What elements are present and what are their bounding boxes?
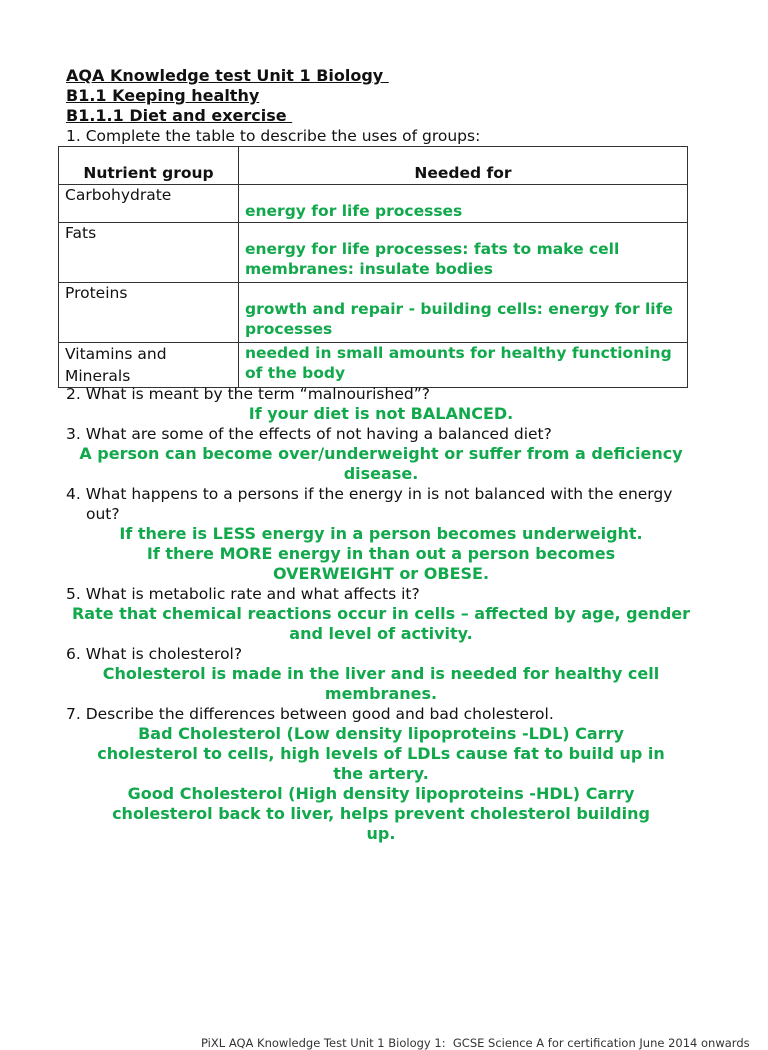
question-1: 1. Complete the table to describe the uses of groups: [66,127,481,145]
cell-needed-for: energy for life processes [239,185,688,223]
answer-text: Good Cholesterol (High density lipoproteins -HDL) Carry cholesterol back to liver, helps prevent cholesterol building up. [112,784,650,843]
question-text: 2. What is meant by the term “malnourished”? [66,385,430,403]
answer-text: A person can become over/underweight or suffer from a deficiency disease. [79,444,683,483]
answer-text: Bad Cholesterol (Low density lipoproteins -LDL) Carry cholesterol to cells, high levels of LDLs cause fat to build up in the artery. [97,724,665,783]
answer-text: If there is LESS energy in a person becomes underweight. [119,524,643,543]
question-block [66,584,696,644]
header-nutrient-group: Nutrient group [59,147,239,185]
cell-needed-for: energy for life processes: fats to make cell membranes: insulate bodies [239,223,688,283]
question-text: 4. What happens to a persons if the energy in is not balanced with the energy out? [66,485,673,523]
answer-text: Cholesterol is made in the liver and is needed for healthy cell membranes. [102,664,660,703]
table-row [59,343,688,388]
answer-text: If your diet is not BALANCED. [248,404,514,423]
header-needed-for: Needed for [239,147,688,185]
cell-group: Carbohydrate [59,185,239,223]
cell-group: Vitamins and Minerals [59,343,239,388]
table-row [59,185,688,223]
document-title: AQA Knowledge test Unit 1 Biology [66,66,389,85]
cell-needed-for: needed in small amounts for healthy functioning of the body [239,343,688,388]
cell-needed-for: growth and repair - building cells: energy for life processes [239,283,688,343]
answer-text: Rate that chemical reactions occur in cells – affected by age, gender and level of activity. [71,604,691,643]
cell-group: Fats [59,223,239,283]
question-block [66,384,696,424]
question-block [66,484,696,584]
worksheet [65,66,750,1050]
table-row [59,223,688,283]
nutrient-table [58,146,688,388]
page-footer: PiXL AQA Knowledge Test Unit 1 Biology 1: GCSE Science A for certification June 2014 onwards [201,1036,750,1050]
section-heading: B1.1 Keeping healthy [66,86,260,105]
question-text: 7. Describe the differences between good and bad cholesterol. [66,705,554,723]
table-header-row [59,147,688,185]
answer-text: If there MORE energy in than out a person becomes OVERWEIGHT or OBESE. [146,544,616,583]
question-text: 6. What is cholesterol? [66,645,243,663]
subsection-heading: B1.1.1 Diet and exercise [66,106,293,125]
question-text: 3. What are some of the effects of not having a balanced diet? [66,425,552,443]
questions-section [66,384,696,844]
question-block [66,424,696,484]
question-text: 5. What is metabolic rate and what affects it? [66,585,420,603]
cell-group: Proteins [59,283,239,343]
question-block [66,644,696,704]
question-block [66,704,696,844]
table-row [59,283,688,343]
